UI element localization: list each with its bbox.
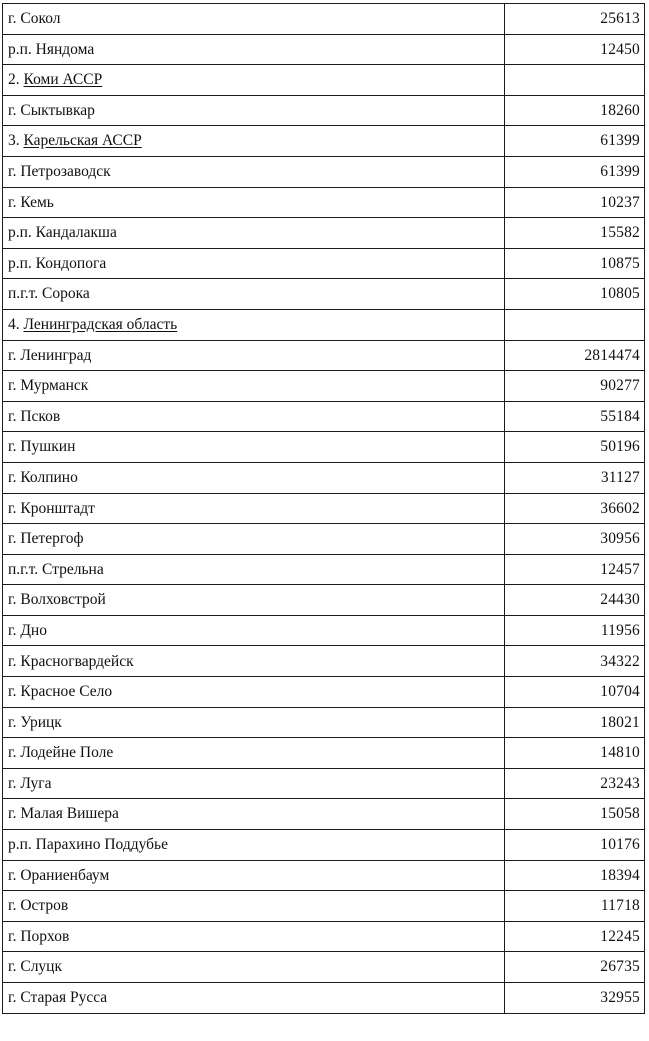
table-row [3, 799, 645, 830]
place-name-cell: г. Колпино [3, 462, 505, 493]
place-name-cell: п.г.т. Сорока [3, 279, 505, 310]
region-cell [3, 126, 505, 157]
place-name-cell: г. Ленинград [3, 340, 505, 371]
table-row [3, 401, 645, 432]
place-name-cell: г. Старая Русса [3, 983, 505, 1014]
place-name-cell: г. Сыктывкар [3, 95, 505, 126]
place-name-cell: р.п. Кандалакша [3, 218, 505, 249]
place-name-cell: р.п. Кондопога [3, 248, 505, 279]
population-cell: 25613 [505, 4, 645, 35]
place-name-cell: р.п. Парахино Поддубье [3, 830, 505, 861]
table-row [3, 34, 645, 65]
population-cell: 90277 [505, 371, 645, 402]
region-name: Коми АССР [23, 71, 103, 89]
population-cell: 32955 [505, 983, 645, 1014]
table-row [3, 554, 645, 585]
region-number: 4. [8, 315, 24, 333]
population-cell: 18394 [505, 860, 645, 891]
place-name-cell: п.г.т. Стрельна [3, 554, 505, 585]
table-row [3, 830, 645, 861]
population-cell: 11956 [505, 615, 645, 646]
table-row [3, 493, 645, 524]
place-name-cell: г. Лодейне Поле [3, 738, 505, 769]
population-cell: 18260 [505, 95, 645, 126]
population-cell [505, 65, 645, 96]
population-table [2, 3, 645, 1014]
table-row [3, 371, 645, 402]
table-row [3, 891, 645, 922]
table-row [3, 860, 645, 891]
table-row [3, 156, 645, 187]
region-header-row [3, 65, 645, 96]
population-cell: 18021 [505, 707, 645, 738]
place-name-cell: г. Волховстрой [3, 585, 505, 616]
table-row [3, 340, 645, 371]
table-row [3, 585, 645, 616]
table-row [3, 921, 645, 952]
table-row [3, 738, 645, 769]
population-cell: 10805 [505, 279, 645, 310]
population-cell: 36602 [505, 493, 645, 524]
region-number: 3. [8, 132, 24, 150]
table-row [3, 768, 645, 799]
table-body [3, 4, 645, 1014]
place-name-cell: г. Ораниенбаум [3, 860, 505, 891]
table-row [3, 646, 645, 677]
population-cell: 12450 [505, 34, 645, 65]
region-name: Карельская АССР [23, 132, 142, 150]
place-name-cell: г. Мурманск [3, 371, 505, 402]
population-cell: 11718 [505, 891, 645, 922]
population-cell: 15582 [505, 218, 645, 249]
place-name-cell: г. Урицк [3, 707, 505, 738]
population-cell: 55184 [505, 401, 645, 432]
population-cell: 31127 [505, 462, 645, 493]
region-name: Ленинградская область [23, 315, 178, 333]
place-name-cell: г. Красное Село [3, 677, 505, 708]
table-row [3, 707, 645, 738]
place-name-cell: г. Кемь [3, 187, 505, 218]
population-cell: 10875 [505, 248, 645, 279]
table-row [3, 677, 645, 708]
place-name-cell: г. Пушкин [3, 432, 505, 463]
region-header-row [3, 309, 645, 340]
region-cell [3, 309, 505, 340]
place-name-cell: г. Малая Вишера [3, 799, 505, 830]
population-cell: 12245 [505, 921, 645, 952]
population-cell: 34322 [505, 646, 645, 677]
table-row [3, 95, 645, 126]
population-cell: 10176 [505, 830, 645, 861]
region-number: 2. [8, 71, 24, 89]
place-name-cell: г. Остров [3, 891, 505, 922]
table-row [3, 4, 645, 35]
population-cell: 61399 [505, 126, 645, 157]
place-name-cell: г. Псков [3, 401, 505, 432]
population-cell: 30956 [505, 524, 645, 555]
place-name-cell: г. Красногвардейск [3, 646, 505, 677]
region-cell [3, 65, 505, 96]
population-cell: 10704 [505, 677, 645, 708]
place-name-cell: г. Дно [3, 615, 505, 646]
table-row [3, 615, 645, 646]
table-row [3, 432, 645, 463]
population-cell: 15058 [505, 799, 645, 830]
table-row [3, 983, 645, 1014]
table-row [3, 279, 645, 310]
table-row [3, 218, 645, 249]
table-row [3, 952, 645, 983]
population-cell [505, 309, 645, 340]
table-row [3, 462, 645, 493]
place-name-cell: г. Петрозаводск [3, 156, 505, 187]
population-cell: 26735 [505, 952, 645, 983]
place-name-cell: г. Сокол [3, 4, 505, 35]
table-row [3, 187, 645, 218]
population-cell: 12457 [505, 554, 645, 585]
place-name-cell: г. Слуцк [3, 952, 505, 983]
population-cell: 23243 [505, 768, 645, 799]
population-cell: 14810 [505, 738, 645, 769]
table-row [3, 248, 645, 279]
place-name-cell: г. Порхов [3, 921, 505, 952]
place-name-cell: р.п. Няндома [3, 34, 505, 65]
place-name-cell: г. Луга [3, 768, 505, 799]
table-row [3, 524, 645, 555]
place-name-cell: г. Кронштадт [3, 493, 505, 524]
population-cell: 24430 [505, 585, 645, 616]
place-name-cell: г. Петергоф [3, 524, 505, 555]
region-header-row [3, 126, 645, 157]
population-cell: 61399 [505, 156, 645, 187]
population-cell: 2814474 [505, 340, 645, 371]
population-cell: 50196 [505, 432, 645, 463]
population-cell: 10237 [505, 187, 645, 218]
